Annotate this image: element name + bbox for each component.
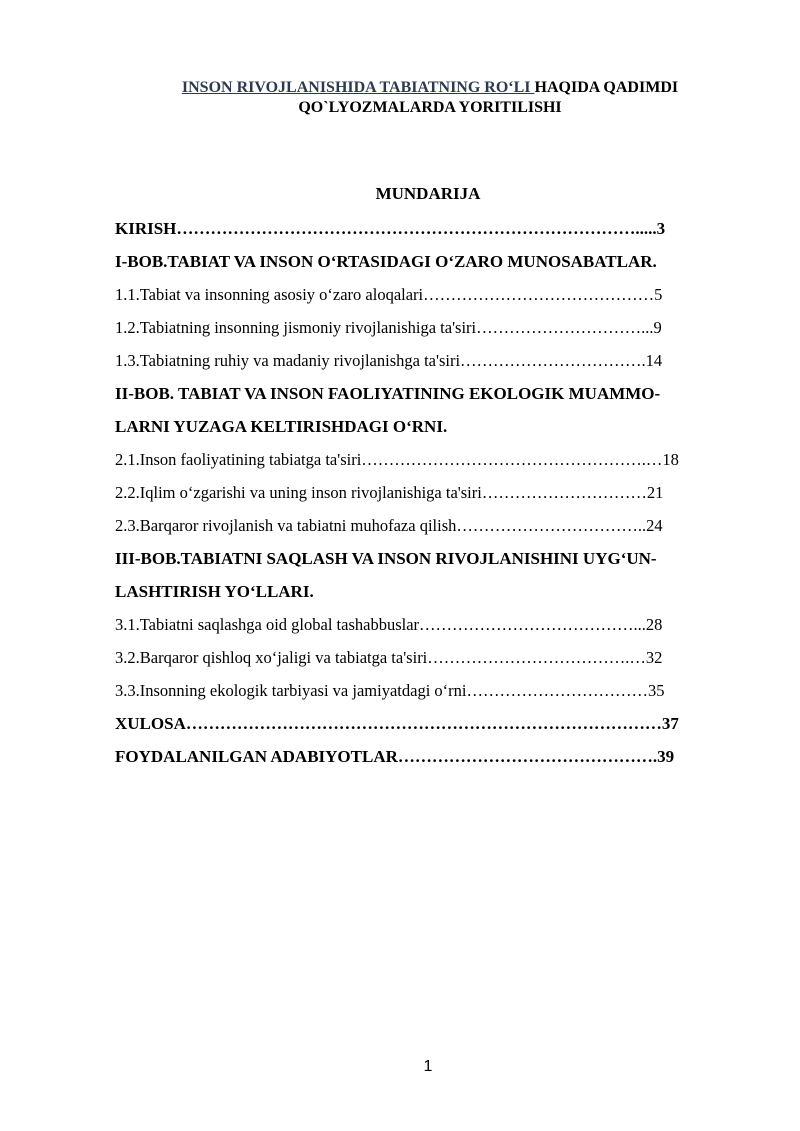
toc-entry: 2.3.Barqaror rivojlanish va tabiatni muhofaza qilish……………………………..24 [115,516,663,535]
toc-entry: 2.1.Inson faoliyatining tabiatga ta'siri…………………………………………….…18 [115,450,679,469]
toc-entry: III-BOB.TABIATNI SAQLASH VA INSON RIVOJLANISHINI UYG‘UN- [115,549,657,568]
toc-entry: 3.2.Barqaror qishloq xo‘jaligi va tabiatga ta'siri……………………………….…32 [115,648,663,667]
toc-entry: KIRISH……………………………………………………………………….....3 [115,219,666,238]
contents-heading: MUNDARIJA [375,184,481,203]
toc-entry: FOYDALANILGAN ADABIYOTLAR……………………………………….39 [115,747,675,766]
title-line-1-rest: HAQIDA QADIMDI [534,79,679,96]
toc-entry: LASHTIRISH YO‘LLARI. [115,582,314,601]
title-line-1 [100,78,760,98]
page-number: 1 [423,1058,433,1075]
toc-entry: 3.3.Insonning ekologik tarbiyasi va jamiyatdagi o‘rni……………………………35 [115,681,665,700]
toc-entry: XULOSA…………………………………………………………………………37 [115,714,679,733]
toc-entry: I-BOB.TABIAT VA INSON O‘RTASIDAGI O‘ZARO MUNOSABATLAR. [115,252,657,271]
toc-entry: 3.1.Tabiatni saqlashga oid global tashabbuslar…………………………………...28 [115,615,663,634]
table-of-contents [115,212,743,773]
title-link[interactable]: INSON RIVOJLANISHIDA TABIATNING RO‘LI [181,79,535,96]
toc-entry: II-BOB. TABIAT VA INSON FAOLIYATINING EKOLOGIK MUAMMO- [115,384,661,403]
toc-entry: 1.2.Tabiatning insonning jismoniy rivojlanishiga ta'siri…………………………...9 [115,318,662,337]
toc-entry: 2.2.Iqlim o‘zgarishi va uning inson rivojlanishiga ta'siri…………………………21 [115,483,664,502]
title-line-2: QO`LYOZMALARDA YORITILISHI [298,99,562,116]
document-title [100,78,760,118]
toc-entry: 1.3.Tabiatning ruhiy va madaniy rivojlanishga ta'siri…………………………….14 [115,351,663,370]
toc-entry: 1.1.Tabiat va insonning asosiy o‘zaro aloqalari……………………………………5 [115,285,663,304]
toc-entry: LARNI YUZAGA KELTIRISHDAGI O‘RNI. [115,417,448,436]
